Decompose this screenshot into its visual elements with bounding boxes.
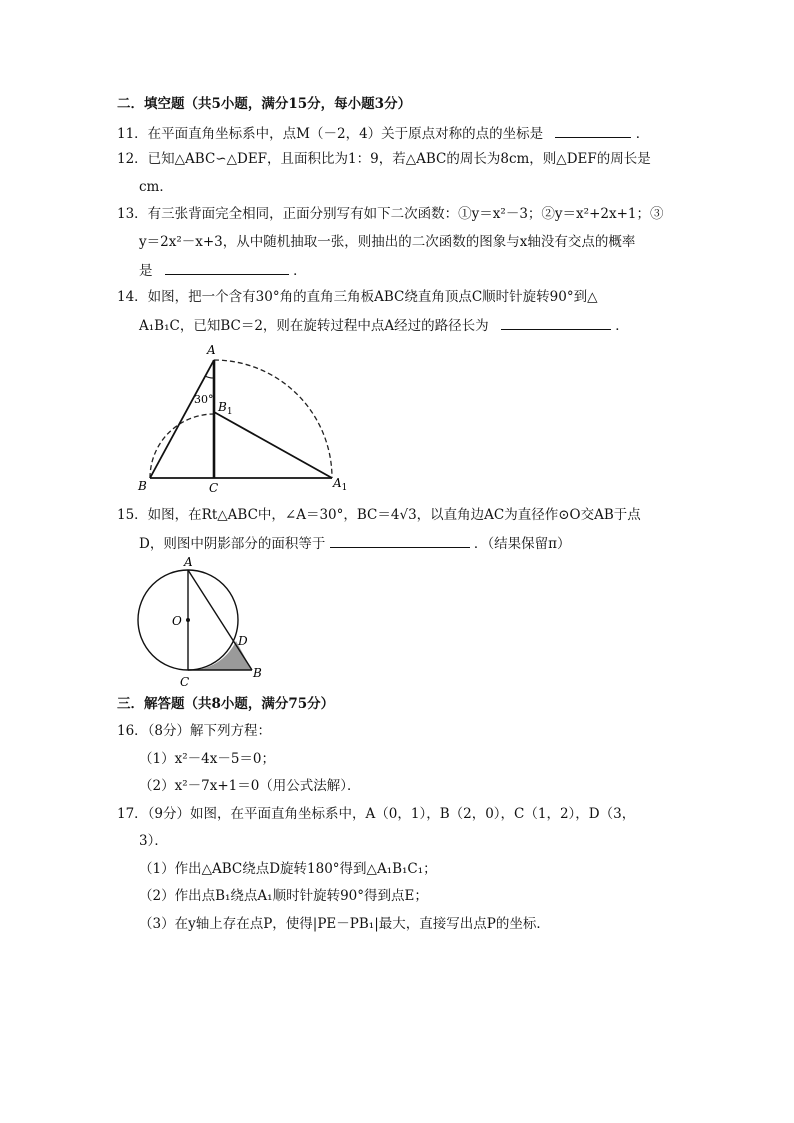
question-12-line-1: 12．已知△ABC∽△DEF，且面积比为1：9，若△ABC的周长为8cm，则△DEF的周长是 xyxy=(117,151,651,167)
question-14-line-2 xyxy=(139,315,629,335)
label-C: C xyxy=(209,481,219,495)
question-15-text: D，则图中阴影部分的面积等于 xyxy=(139,536,326,552)
label-B1: $B_1$ xyxy=(218,400,233,417)
label-B: B xyxy=(138,479,147,493)
answer-blank-11[interactable] xyxy=(555,123,631,138)
question-12-line-2: cm． xyxy=(139,179,173,195)
answer-blank-14[interactable] xyxy=(501,315,611,330)
side-B1A1 xyxy=(214,412,332,478)
question-17-part-3: （3）在y轴上存在点P，使得|PE－PB₁|最大，直接写出点P的坐标． xyxy=(139,916,550,932)
label-C: C xyxy=(180,675,190,689)
question-14-text: A₁B₁C，已知BC＝2，则在旋转过程中点A经过的路径长为 xyxy=(139,318,489,334)
question-13-line-2: y＝2x²－x+3，从中随机抽取一张，则抽出的二次函数的图象与x轴没有交点的概率 xyxy=(139,234,636,250)
label-D: D xyxy=(238,634,248,648)
rotation-triangle-figure xyxy=(136,340,356,495)
question-13-line-3 xyxy=(139,260,307,280)
label-angle-30: 30° xyxy=(194,393,214,406)
label-B: B xyxy=(253,666,262,680)
question-16-part-2: （2）x²－7x+1＝0（用公式法解）． xyxy=(139,778,361,794)
question-15-line-1: 15．如图，在Rt△ABC中，∠A＝30°，BC＝4√3，以直角边AC为直径作⊙O交AB于点 xyxy=(117,507,641,523)
angle-arc-at-A xyxy=(205,376,214,378)
circle-shaded-figure xyxy=(130,555,270,690)
question-17-line-2: 3）． xyxy=(139,833,168,849)
question-16-part-1: （1）x²－4x－5＝0； xyxy=(139,751,275,767)
path-arc-of-B xyxy=(150,414,214,478)
question-14-line-1: 14．如图，把一个含有30°角的直角三角板ABC绕直角顶点C顺时针旋转90°到△ xyxy=(117,289,598,305)
question-13-end: ． xyxy=(293,263,307,279)
question-11-text: 11．在平面直角坐标系中，点M（－2，4）关于原点对称的点的坐标是 xyxy=(117,126,544,142)
answer-blank-13[interactable] xyxy=(165,260,289,275)
question-13-prefix: 是 xyxy=(139,263,153,279)
question-17-line-1: 17．（9分）如图，在平面直角坐标系中，A（0，1），B（2，0），C（1，2），D（3， xyxy=(117,806,636,822)
question-17-part-2: （2）作出点B₁绕点A₁顺时针旋转90°得到点E； xyxy=(139,888,428,904)
label-O: O xyxy=(172,614,182,628)
question-14-end: ． xyxy=(615,318,629,334)
label-A: A xyxy=(184,555,193,569)
question-15-line-2 xyxy=(139,533,571,553)
question-13-line-1: 13．有三张背面完全相同，正面分别写有如下二次函数：①y＝x²－3；②y＝x²+2x+1；③ xyxy=(117,206,664,222)
center-point-O xyxy=(186,618,190,622)
path-arc-of-A xyxy=(214,360,332,478)
answer-blank-15[interactable] xyxy=(330,533,470,548)
question-11 xyxy=(117,123,649,143)
question-16-line-1: 16．（8分）解下列方程： xyxy=(117,723,272,739)
label-A: A xyxy=(207,343,216,357)
side-AB xyxy=(150,360,214,478)
question-11-end: ． xyxy=(635,126,650,142)
question-15-end: ．（结果保留π） xyxy=(473,536,571,552)
label-A1: $A_1$ xyxy=(333,476,348,493)
question-17-part-1: （1）作出△ABC绕点D旋转180°得到△A₁B₁C₁； xyxy=(139,861,437,877)
side-AB xyxy=(188,570,252,670)
section-2-header: 二．填空题（共5小题，满分15分，每小题3分） xyxy=(117,96,412,112)
section-3-header: 三．解答题（共8小题，满分75分） xyxy=(117,696,335,712)
